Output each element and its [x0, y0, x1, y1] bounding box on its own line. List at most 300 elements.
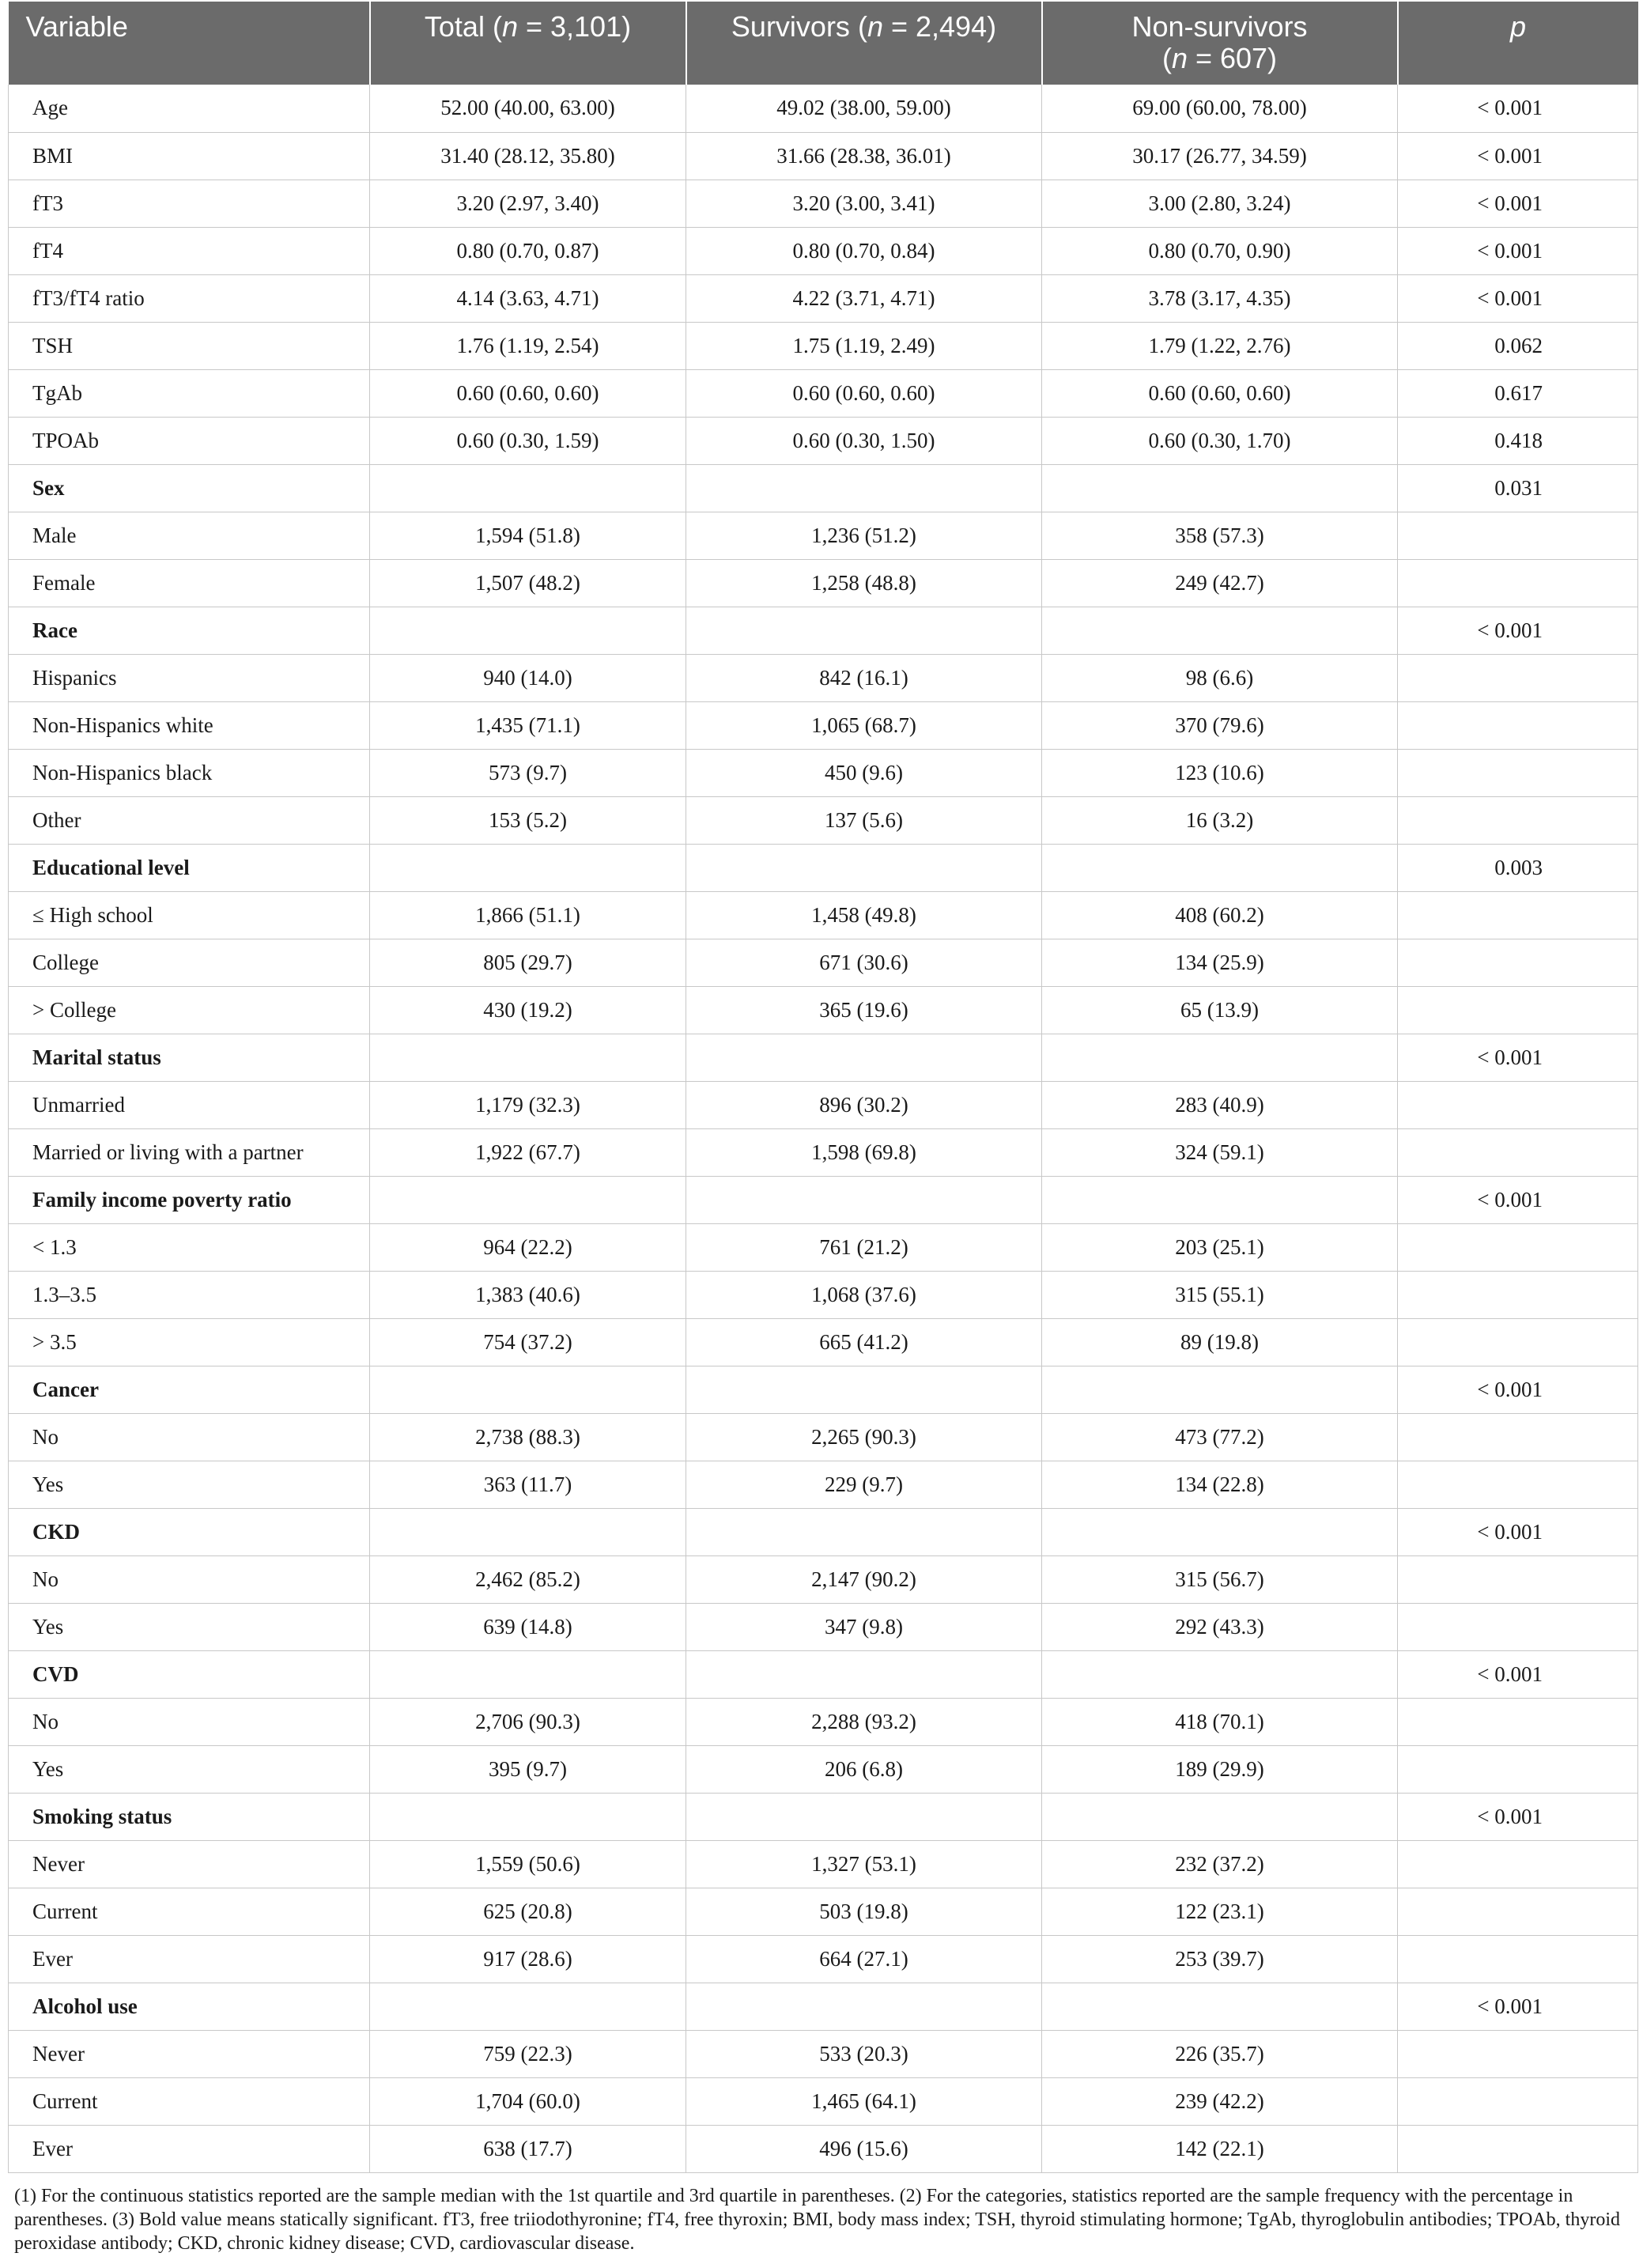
cell-variable: No — [9, 1555, 370, 1603]
header-p-label: p — [1509, 10, 1527, 43]
p-prefix: < — [1477, 618, 1495, 642]
table-footnote: (1) For the continuous statistics reported are the sample median with the 1st quartile and 3rd quartile in parentheses. (2) For the categories, statistics reported are the sample frequency with the percentage in parentheses. (3) Bold value means statically significant. fT3, free triiodothyronine; fT4, free thyroxin; BMI, body mass index; TSH, thyroid stimulating hormone; TgAb, thyroglobulin antibodies; TPOAb, thyroid peroxidase antibody; CKD, chronic kidney disease; CVD, cardiovascular disease. — [14, 2185, 1621, 2254]
cell-nonsurvivors: 253 (39.7) — [1042, 1935, 1398, 1983]
table-group-row — [9, 1793, 1638, 1840]
table-group-row — [9, 1508, 1638, 1555]
p-number: 0.001 — [1494, 191, 1543, 215]
p-number: 0.001 — [1494, 238, 1543, 263]
cell-variable: Cancer — [9, 1366, 370, 1413]
cell-variable: Married or living with a partner — [9, 1128, 370, 1176]
cell-nonsurvivors — [1042, 1793, 1398, 1840]
table-row — [9, 1698, 1638, 1745]
table-row — [9, 1413, 1638, 1461]
cell-total: 964 (22.2) — [370, 1223, 686, 1271]
cell-p-value — [1398, 322, 1638, 369]
p-number: 0.418 — [1494, 428, 1543, 452]
table-row — [9, 796, 1638, 844]
cell-variable: Race — [9, 607, 370, 654]
cell-survivors — [686, 1793, 1042, 1840]
p-prefix: < — [1477, 143, 1495, 168]
cell-survivors: 664 (27.1) — [686, 1935, 1042, 1983]
table-row — [9, 1128, 1638, 1176]
cell-p-value — [1398, 369, 1638, 417]
cell-nonsurvivors: 315 (56.7) — [1042, 1555, 1398, 1603]
cell-variable: Marital status — [9, 1034, 370, 1081]
cell-survivors: 229 (9.7) — [686, 1461, 1042, 1508]
cell-total — [370, 1176, 686, 1223]
cell-survivors: 2,288 (93.2) — [686, 1698, 1042, 1745]
table-row — [9, 559, 1638, 607]
cell-total: 2,738 (88.3) — [370, 1413, 686, 1461]
table-row — [9, 1271, 1638, 1318]
cell-variable: Male — [9, 512, 370, 559]
cell-variable: fT3 — [9, 180, 370, 227]
cell-p-value — [1398, 844, 1638, 891]
cell-variable: < 1.3 — [9, 1223, 370, 1271]
cell-survivors: 450 (9.6) — [686, 749, 1042, 796]
cell-p-value — [1398, 701, 1638, 749]
cell-variable: Smoking status — [9, 1793, 370, 1840]
cell-total: 1,507 (48.2) — [370, 559, 686, 607]
table-row — [9, 132, 1638, 180]
cell-total: 31.40 (28.12, 35.80) — [370, 132, 686, 180]
p-number: 0.001 — [1494, 1377, 1543, 1401]
cell-p-value — [1398, 1935, 1638, 1983]
cell-nonsurvivors: 232 (37.2) — [1042, 1840, 1398, 1888]
cell-total — [370, 1508, 686, 1555]
header-nonsurv-line1: Non-survivors — [1131, 10, 1308, 43]
cell-survivors: 533 (20.3) — [686, 2030, 1042, 2077]
cell-total: 573 (9.7) — [370, 749, 686, 796]
cell-variable: TSH — [9, 322, 370, 369]
table-row — [9, 1318, 1638, 1366]
table-row — [9, 891, 1638, 939]
cell-variable: Family income poverty ratio — [9, 1176, 370, 1223]
cell-nonsurvivors — [1042, 464, 1398, 512]
p-number: 0.617 — [1494, 380, 1543, 405]
cell-total: 805 (29.7) — [370, 939, 686, 986]
cell-variable: CVD — [9, 1650, 370, 1698]
header-survivors — [686, 2, 1042, 85]
table-row — [9, 986, 1638, 1034]
cell-survivors: 671 (30.6) — [686, 939, 1042, 986]
cell-nonsurvivors: 203 (25.1) — [1042, 1223, 1398, 1271]
p-number: 0.001 — [1494, 1187, 1543, 1211]
cell-survivors — [686, 1650, 1042, 1698]
cell-p-value — [1398, 1413, 1638, 1461]
cell-survivors: 1,465 (64.1) — [686, 2077, 1042, 2125]
table-group-row — [9, 1650, 1638, 1698]
cell-nonsurvivors: 239 (42.2) — [1042, 2077, 1398, 2125]
cell-total — [370, 464, 686, 512]
cell-p-value — [1398, 1128, 1638, 1176]
cell-nonsurvivors: 142 (22.1) — [1042, 2125, 1398, 2172]
p-number: 0.031 — [1494, 475, 1543, 500]
cell-variable: Hispanics — [9, 654, 370, 701]
cell-nonsurvivors: 98 (6.6) — [1042, 654, 1398, 701]
cell-total: 3.20 (2.97, 3.40) — [370, 180, 686, 227]
table-row — [9, 1223, 1638, 1271]
cell-total: 2,706 (90.3) — [370, 1698, 686, 1745]
cell-variable: 1.3–3.5 — [9, 1271, 370, 1318]
cell-survivors: 896 (30.2) — [686, 1081, 1042, 1128]
cell-variable: Yes — [9, 1745, 370, 1793]
table-row — [9, 227, 1638, 274]
cell-nonsurvivors: 0.60 (0.60, 0.60) — [1042, 369, 1398, 417]
table-row — [9, 85, 1638, 132]
cell-p-value — [1398, 132, 1638, 180]
header-total-suffix: = 3,101) — [517, 10, 632, 43]
cell-survivors: 0.60 (0.60, 0.60) — [686, 369, 1042, 417]
p-number: 0.001 — [1494, 618, 1543, 642]
cell-total: 917 (28.6) — [370, 1935, 686, 1983]
cell-variable: Unmarried — [9, 1081, 370, 1128]
data-table — [8, 2, 1638, 2173]
cell-survivors: 665 (41.2) — [686, 1318, 1042, 1366]
header-nonsurv-prefix: ( — [1161, 42, 1172, 74]
cell-total — [370, 607, 686, 654]
cell-nonsurvivors — [1042, 1366, 1398, 1413]
cell-p-value — [1398, 607, 1638, 654]
cell-variable: Female — [9, 559, 370, 607]
table-header — [9, 2, 1638, 85]
p-prefix: < — [1477, 1377, 1495, 1401]
table-row — [9, 1840, 1638, 1888]
cell-variable: fT3/fT4 ratio — [9, 274, 370, 322]
cell-p-value — [1398, 180, 1638, 227]
cell-p-value — [1398, 1176, 1638, 1223]
cell-total — [370, 1983, 686, 2030]
header-surv-prefix: Survivors ( — [731, 10, 867, 43]
cell-survivors: 1,598 (69.8) — [686, 1128, 1042, 1176]
cell-survivors: 1,258 (48.8) — [686, 559, 1042, 607]
cell-p-value — [1398, 1223, 1638, 1271]
cell-total: 1,435 (71.1) — [370, 701, 686, 749]
p-prefix: < — [1477, 1187, 1495, 1211]
cell-survivors — [686, 464, 1042, 512]
cell-p-value — [1398, 1034, 1638, 1081]
p-number: 0.062 — [1494, 333, 1543, 357]
p-prefix: < — [1477, 96, 1495, 120]
cell-variable: Sex — [9, 464, 370, 512]
header-nonsurv-suffix: = 607) — [1187, 42, 1278, 74]
cell-survivors — [686, 1176, 1042, 1223]
cell-nonsurvivors — [1042, 607, 1398, 654]
cell-total: 625 (20.8) — [370, 1888, 686, 1935]
cell-total: 1,704 (60.0) — [370, 2077, 686, 2125]
cell-nonsurvivors: 418 (70.1) — [1042, 1698, 1398, 1745]
cell-total: 1.76 (1.19, 2.54) — [370, 322, 686, 369]
table-group-row — [9, 1366, 1638, 1413]
cell-nonsurvivors: 123 (10.6) — [1042, 749, 1398, 796]
p-number: 0.001 — [1494, 96, 1543, 120]
cell-survivors: 842 (16.1) — [686, 654, 1042, 701]
cell-nonsurvivors — [1042, 1176, 1398, 1223]
cell-nonsurvivors: 0.60 (0.30, 1.70) — [1042, 417, 1398, 464]
cell-survivors — [686, 1983, 1042, 2030]
cell-nonsurvivors — [1042, 1508, 1398, 1555]
table-container — [8, 2, 1637, 2255]
header-variable: Variable — [9, 2, 370, 85]
cell-survivors: 1,068 (37.6) — [686, 1271, 1042, 1318]
cell-p-value — [1398, 1888, 1638, 1935]
table-row — [9, 180, 1638, 227]
cell-variable: CKD — [9, 1508, 370, 1555]
cell-nonsurvivors: 189 (29.9) — [1042, 1745, 1398, 1793]
cell-total: 1,179 (32.3) — [370, 1081, 686, 1128]
p-number: 0.001 — [1494, 1519, 1543, 1544]
cell-p-value — [1398, 654, 1638, 701]
cell-p-value — [1398, 1508, 1638, 1555]
cell-total: 759 (22.3) — [370, 2030, 686, 2077]
cell-p-value — [1398, 2077, 1638, 2125]
cell-survivors: 365 (19.6) — [686, 986, 1042, 1034]
cell-nonsurvivors: 226 (35.7) — [1042, 2030, 1398, 2077]
table-row — [9, 1888, 1638, 1935]
cell-survivors: 137 (5.6) — [686, 796, 1042, 844]
cell-variable: No — [9, 1698, 370, 1745]
cell-nonsurvivors: 358 (57.3) — [1042, 512, 1398, 559]
table-row — [9, 1935, 1638, 1983]
cell-total: 0.60 (0.30, 1.59) — [370, 417, 686, 464]
cell-survivors — [686, 1366, 1042, 1413]
cell-total — [370, 1366, 686, 1413]
cell-survivors: 4.22 (3.71, 4.71) — [686, 274, 1042, 322]
cell-p-value — [1398, 417, 1638, 464]
p-number: 0.001 — [1494, 285, 1543, 310]
cell-p-value — [1398, 1698, 1638, 1745]
cell-total: 153 (5.2) — [370, 796, 686, 844]
cell-variable: Educational level — [9, 844, 370, 891]
table-group-row — [9, 844, 1638, 891]
cell-variable: fT4 — [9, 227, 370, 274]
header-total — [370, 2, 686, 85]
cell-p-value — [1398, 1461, 1638, 1508]
cell-survivors — [686, 1508, 1042, 1555]
table-row — [9, 939, 1638, 986]
cell-p-value — [1398, 1983, 1638, 2030]
cell-survivors: 1,065 (68.7) — [686, 701, 1042, 749]
cell-p-value — [1398, 1555, 1638, 1603]
cell-p-value — [1398, 1366, 1638, 1413]
table-group-row — [9, 607, 1638, 654]
cell-p-value — [1398, 1650, 1638, 1698]
p-prefix: < — [1477, 238, 1495, 263]
cell-total: 940 (14.0) — [370, 654, 686, 701]
cell-nonsurvivors: 30.17 (26.77, 34.59) — [1042, 132, 1398, 180]
header-p — [1398, 2, 1638, 85]
cell-total — [370, 1793, 686, 1840]
cell-nonsurvivors: 69.00 (60.00, 78.00) — [1042, 85, 1398, 132]
cell-p-value — [1398, 464, 1638, 512]
cell-total — [370, 1650, 686, 1698]
header-surv-suffix: = 2,494) — [882, 10, 997, 43]
cell-survivors: 1,458 (49.8) — [686, 891, 1042, 939]
cell-p-value — [1398, 1603, 1638, 1650]
cell-total: 1,559 (50.6) — [370, 1840, 686, 1888]
table-row — [9, 701, 1638, 749]
cell-variable: Current — [9, 1888, 370, 1935]
cell-p-value — [1398, 939, 1638, 986]
header-total-prefix: Total ( — [424, 10, 502, 43]
p-number: 0.001 — [1494, 1804, 1543, 1828]
table-row — [9, 369, 1638, 417]
cell-nonsurvivors: 324 (59.1) — [1042, 1128, 1398, 1176]
cell-p-value — [1398, 1793, 1638, 1840]
cell-variable: Alcohol use — [9, 1983, 370, 2030]
p-number: 0.001 — [1494, 143, 1543, 168]
p-number: 0.003 — [1494, 855, 1543, 879]
cell-nonsurvivors — [1042, 844, 1398, 891]
cell-nonsurvivors: 249 (42.7) — [1042, 559, 1398, 607]
cell-variable: No — [9, 1413, 370, 1461]
table-body — [9, 85, 1638, 2172]
cell-nonsurvivors: 122 (23.1) — [1042, 1888, 1398, 1935]
cell-total: 1,383 (40.6) — [370, 1271, 686, 1318]
cell-nonsurvivors: 1.79 (1.22, 2.76) — [1042, 322, 1398, 369]
cell-nonsurvivors: 16 (3.2) — [1042, 796, 1398, 844]
cell-p-value — [1398, 1745, 1638, 1793]
cell-variable: > College — [9, 986, 370, 1034]
cell-p-value — [1398, 2030, 1638, 2077]
p-number: 0.001 — [1494, 1045, 1543, 1069]
cell-survivors: 0.60 (0.30, 1.50) — [686, 417, 1042, 464]
header-nonsurv-n: n — [1171, 42, 1188, 74]
header-nonsurvivors — [1042, 2, 1398, 85]
cell-survivors: 1,327 (53.1) — [686, 1840, 1042, 1888]
table-row — [9, 322, 1638, 369]
p-prefix: < — [1477, 1661, 1495, 1686]
cell-variable: Ever — [9, 2125, 370, 2172]
cell-nonsurvivors: 473 (77.2) — [1042, 1413, 1398, 1461]
cell-total: 1,922 (67.7) — [370, 1128, 686, 1176]
table-row — [9, 1745, 1638, 1793]
cell-survivors: 1.75 (1.19, 2.49) — [686, 322, 1042, 369]
cell-survivors: 49.02 (38.00, 59.00) — [686, 85, 1042, 132]
cell-total — [370, 1034, 686, 1081]
table-group-row — [9, 1176, 1638, 1223]
table-row — [9, 2125, 1638, 2172]
cell-variable: ≤ High school — [9, 891, 370, 939]
table-row — [9, 274, 1638, 322]
cell-variable: Never — [9, 1840, 370, 1888]
cell-survivors: 0.80 (0.70, 0.84) — [686, 227, 1042, 274]
cell-total: 754 (37.2) — [370, 1318, 686, 1366]
table-group-row — [9, 1983, 1638, 2030]
table-group-row — [9, 464, 1638, 512]
p-number: 0.001 — [1494, 1994, 1543, 2018]
cell-nonsurvivors: 3.78 (3.17, 4.35) — [1042, 274, 1398, 322]
cell-total: 639 (14.8) — [370, 1603, 686, 1650]
cell-variable: Current — [9, 2077, 370, 2125]
table-row — [9, 1555, 1638, 1603]
cell-variable: College — [9, 939, 370, 986]
cell-total: 2,462 (85.2) — [370, 1555, 686, 1603]
cell-survivors — [686, 1034, 1042, 1081]
cell-p-value — [1398, 891, 1638, 939]
table-row — [9, 1603, 1638, 1650]
cell-total: 0.60 (0.60, 0.60) — [370, 369, 686, 417]
cell-variable: BMI — [9, 132, 370, 180]
table-row — [9, 2030, 1638, 2077]
cell-p-value — [1398, 796, 1638, 844]
cell-nonsurvivors — [1042, 1983, 1398, 2030]
cell-total: 395 (9.7) — [370, 1745, 686, 1793]
table-group-row — [9, 1034, 1638, 1081]
p-prefix: < — [1477, 1804, 1495, 1828]
cell-survivors: 503 (19.8) — [686, 1888, 1042, 1935]
cell-variable: Other — [9, 796, 370, 844]
p-prefix: < — [1477, 1045, 1495, 1069]
cell-nonsurvivors: 315 (55.1) — [1042, 1271, 1398, 1318]
cell-total: 363 (11.7) — [370, 1461, 686, 1508]
cell-total: 638 (17.7) — [370, 2125, 686, 2172]
cell-nonsurvivors: 134 (22.8) — [1042, 1461, 1398, 1508]
cell-survivors: 1,236 (51.2) — [686, 512, 1042, 559]
cell-survivors — [686, 607, 1042, 654]
p-prefix: < — [1477, 1519, 1495, 1544]
cell-total: 1,594 (51.8) — [370, 512, 686, 559]
cell-survivors: 2,147 (90.2) — [686, 1555, 1042, 1603]
cell-p-value — [1398, 1840, 1638, 1888]
cell-nonsurvivors — [1042, 1650, 1398, 1698]
cell-nonsurvivors: 292 (43.3) — [1042, 1603, 1398, 1650]
cell-survivors: 31.66 (28.38, 36.01) — [686, 132, 1042, 180]
cell-nonsurvivors: 89 (19.8) — [1042, 1318, 1398, 1366]
cell-nonsurvivors: 0.80 (0.70, 0.90) — [1042, 227, 1398, 274]
table-row — [9, 749, 1638, 796]
cell-total: 52.00 (40.00, 63.00) — [370, 85, 686, 132]
cell-nonsurvivors: 134 (25.9) — [1042, 939, 1398, 986]
header-total-n: n — [501, 10, 518, 43]
table-row — [9, 512, 1638, 559]
table-row — [9, 1461, 1638, 1508]
cell-variable: Ever — [9, 1935, 370, 1983]
cell-nonsurvivors: 3.00 (2.80, 3.24) — [1042, 180, 1398, 227]
cell-p-value — [1398, 559, 1638, 607]
cell-survivors: 761 (21.2) — [686, 1223, 1042, 1271]
cell-total: 1,866 (51.1) — [370, 891, 686, 939]
table-row — [9, 654, 1638, 701]
cell-variable: TPOAb — [9, 417, 370, 464]
cell-survivors: 2,265 (90.3) — [686, 1413, 1042, 1461]
p-number: 0.001 — [1494, 1661, 1543, 1686]
cell-p-value — [1398, 85, 1638, 132]
cell-variable: > 3.5 — [9, 1318, 370, 1366]
cell-survivors — [686, 844, 1042, 891]
cell-p-value — [1398, 512, 1638, 559]
p-prefix: < — [1477, 1994, 1495, 2018]
cell-nonsurvivors: 283 (40.9) — [1042, 1081, 1398, 1128]
table-row — [9, 1081, 1638, 1128]
cell-survivors: 206 (6.8) — [686, 1745, 1042, 1793]
cell-nonsurvivors: 65 (13.9) — [1042, 986, 1398, 1034]
cell-variable: TgAb — [9, 369, 370, 417]
cell-p-value — [1398, 1271, 1638, 1318]
cell-variable: Non-Hispanics black — [9, 749, 370, 796]
cell-nonsurvivors — [1042, 1034, 1398, 1081]
cell-survivors: 347 (9.8) — [686, 1603, 1042, 1650]
p-prefix: < — [1477, 285, 1495, 310]
cell-variable: Never — [9, 2030, 370, 2077]
cell-total — [370, 844, 686, 891]
table-row — [9, 2077, 1638, 2125]
cell-p-value — [1398, 227, 1638, 274]
cell-variable: Age — [9, 85, 370, 132]
cell-survivors: 496 (15.6) — [686, 2125, 1042, 2172]
cell-variable: Yes — [9, 1461, 370, 1508]
cell-p-value — [1398, 1318, 1638, 1366]
